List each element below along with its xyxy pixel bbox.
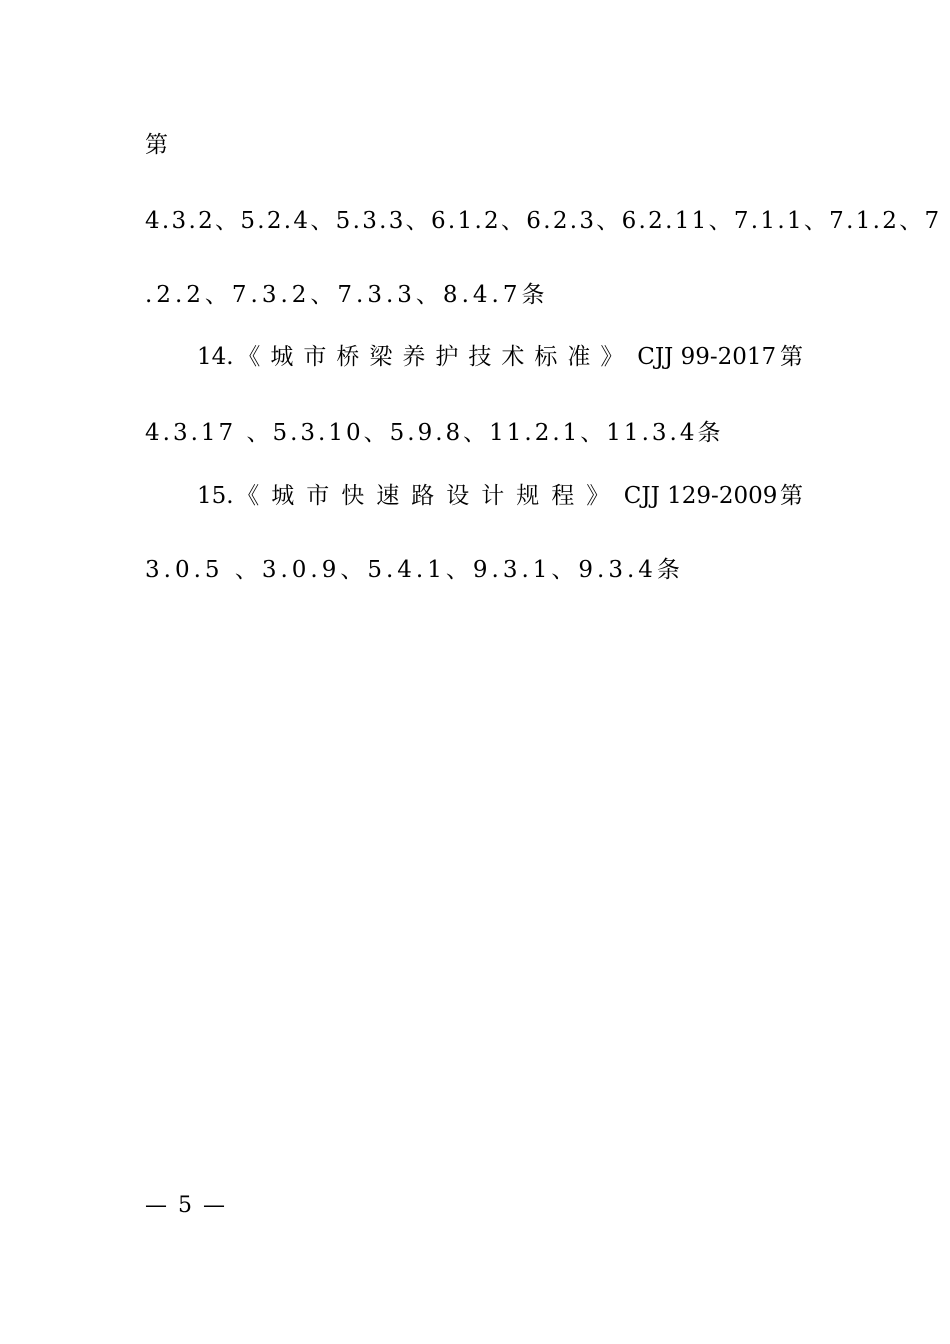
list-item-15: [197, 481, 803, 511]
text-line: 4.3.2、5.2.4、5.3.3、6.1.2、6.2.3、6.2.11、7.1.1、7.1.2、7: [145, 208, 942, 234]
page-number: — 5 —: [145, 1193, 227, 1218]
item-suffix: 第: [779, 344, 803, 370]
text-line: 第: [145, 132, 170, 158]
item-number: 15.: [197, 483, 234, 509]
text-line: 4.3.17 、5.3.10、5.9.8、11.2.1、11.3.4条: [145, 420, 724, 446]
standard-code: CJJ 129-2009: [623, 483, 778, 509]
item-suffix: 第: [779, 483, 803, 509]
text-line: 3.0.5 、3.0.9、5.4.1、9.3.1、9.3.4条: [145, 557, 684, 583]
item-number: 14.: [197, 344, 234, 370]
list-item-14: [197, 342, 803, 372]
standard-title: 《城市桥梁养护技术标准》: [237, 344, 634, 370]
standard-title: 《城市快速路设计规程》: [236, 483, 622, 509]
text-line: .2.2、7.3.2、7.3.3、8.4.7条: [145, 282, 549, 308]
standard-code: CJJ 99-2017: [637, 344, 777, 370]
